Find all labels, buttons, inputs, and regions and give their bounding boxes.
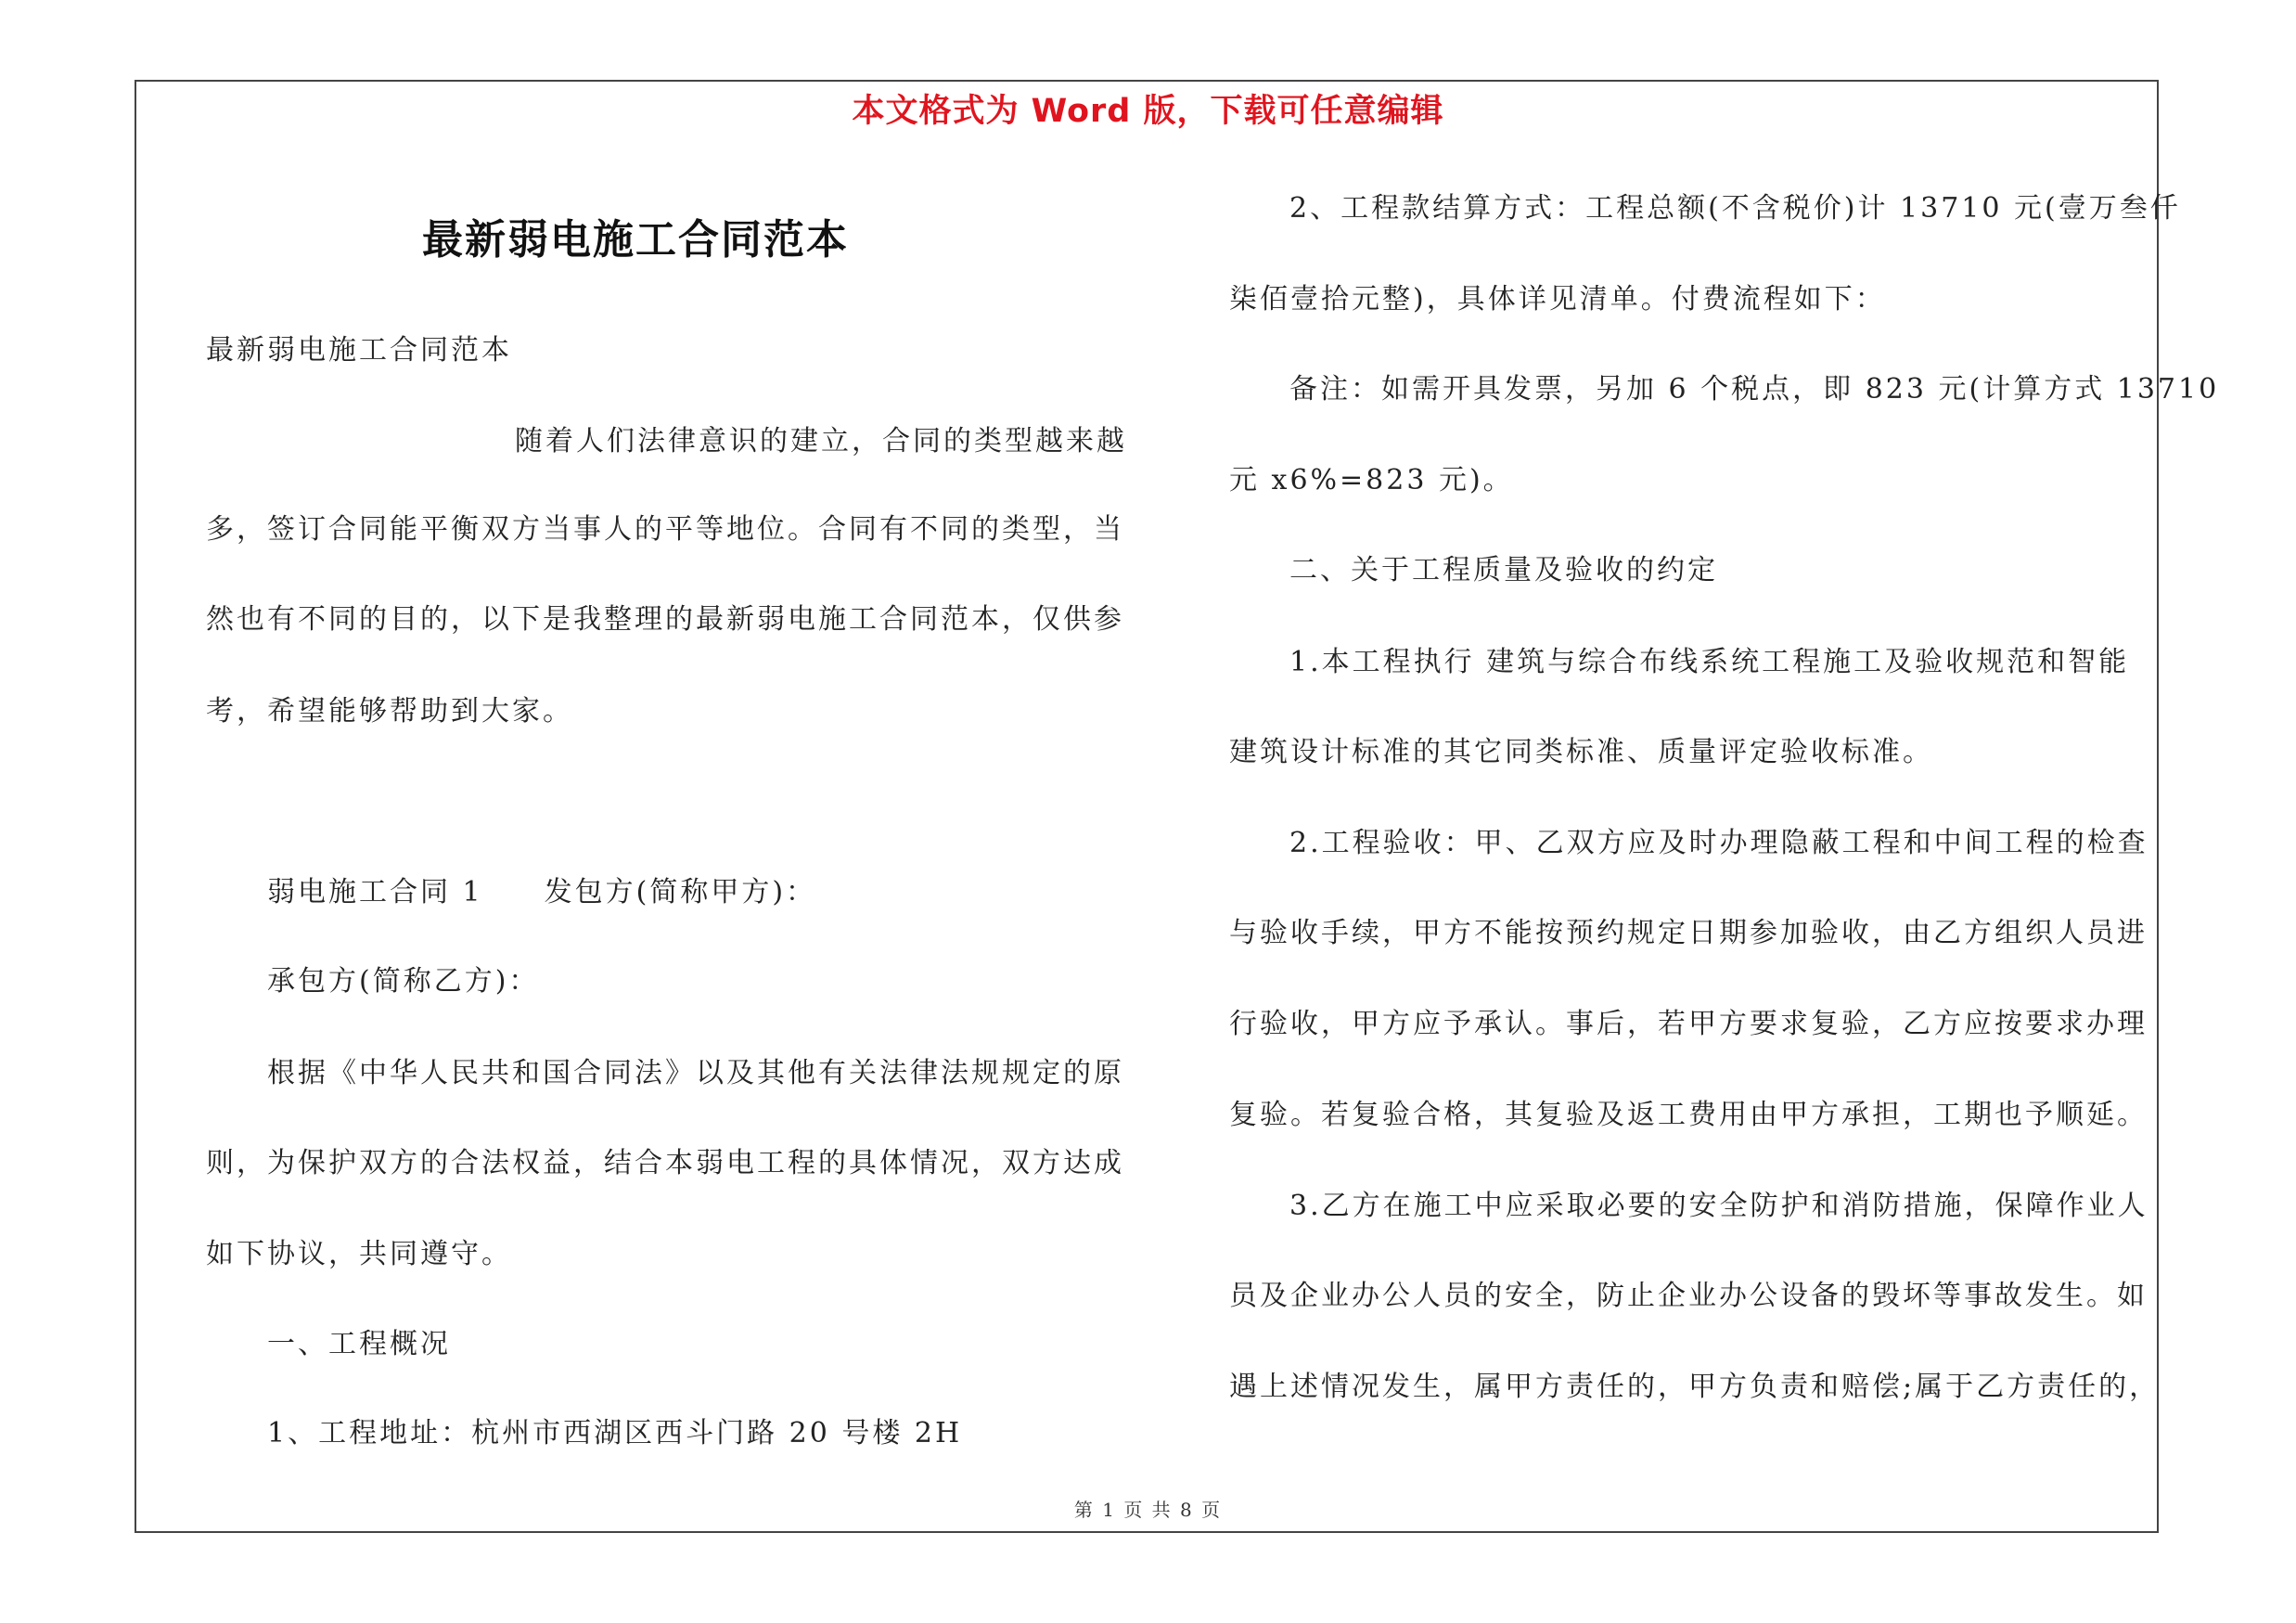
left-line-6: 弱电施工合同 1 发包方(简称甲方)： <box>267 876 817 908</box>
left-line-3: 多，签订合同能平衡双方当事人的平等地位。合同有不同的类型，当 <box>206 513 1124 546</box>
right-line-5: 二、关于工程质量及验收的约定 <box>1289 554 1718 586</box>
right-line-6: 1.本工程执行 建筑与综合布线系统工程施工及验收规范和智能 <box>1289 646 2130 678</box>
left-line-8: 根据《中华人民共和国合同法》以及其他有关法律法规规定的原 <box>267 1057 1124 1089</box>
right-line-9: 与验收手续，甲方不能按预约规定日期参加验收，由乙方组织人员进 <box>1229 917 2148 949</box>
right-line-12: 3.乙方在施工中应采取必要的安全防护和消防措施，保障作业人 <box>1289 1190 2148 1222</box>
left-line-7: 承包方(简称乙方)： <box>267 965 540 998</box>
right-line-7: 建筑设计标准的其它同类标准、质量评定验收标准。 <box>1229 736 1933 768</box>
left-line-11: 一、工程概况 <box>267 1328 451 1360</box>
left-line-12: 1、工程地址：杭州市西湖区西斗门路 20 号楼 2H <box>267 1417 963 1449</box>
right-line-14: 遇上述情况发生，属甲方责任的，甲方负责和赔偿;属于乙方责任的， <box>1229 1371 2161 1403</box>
left-line-10: 如下协议，共同遵守。 <box>206 1238 512 1270</box>
left-line-5: 考，希望能够帮助到大家。 <box>206 695 573 728</box>
left-line-2: 随着人们法律意识的建立，合同的类型越来越 <box>515 425 1127 457</box>
left-line-9: 则，为保护双方的合法权益，结合本弱电工程的具体情况，双方达成 <box>206 1147 1124 1179</box>
page-number: 第 1 页 共 8 页 <box>1073 1499 1223 1521</box>
left-line-1: 最新弱电施工合同范本 <box>206 334 512 367</box>
format-banner: 本文格式为 Word 版，下载可任意编辑 <box>852 93 1444 130</box>
right-line-13: 员及企业办公人员的安全，防止企业办公设备的毁坏等事故发生。如 <box>1229 1280 2148 1312</box>
right-line-1: 2、工程款结算方式：工程总额(不含税价)计 13710 元(壹万叁仟 <box>1289 192 2181 225</box>
right-line-3: 备注：如需开具发票，另加 6 个税点，即 823 元(计算方式 13710 <box>1289 373 2220 406</box>
left-line-4: 然也有不同的目的，以下是我整理的最新弱电施工合同范本，仅供参 <box>206 603 1124 636</box>
document-title: 最新弱电施工合同范本 <box>422 216 849 264</box>
right-line-10: 行验收，甲方应予承认。事后，若甲方要求复验，乙方应按要求办理 <box>1229 1008 2148 1040</box>
right-line-4: 元 x6%=823 元)。 <box>1229 464 1514 496</box>
right-line-8: 2.工程验收：甲、乙双方应及时办理隐蔽工程和中间工程的检查 <box>1289 827 2148 859</box>
right-line-11: 复验。若复验合格，其复验及返工费用由甲方承担，工期也予顺延。 <box>1229 1099 2148 1131</box>
right-line-2: 柒佰壹拾元整)，具体详见清单。付费流程如下： <box>1229 283 1886 316</box>
